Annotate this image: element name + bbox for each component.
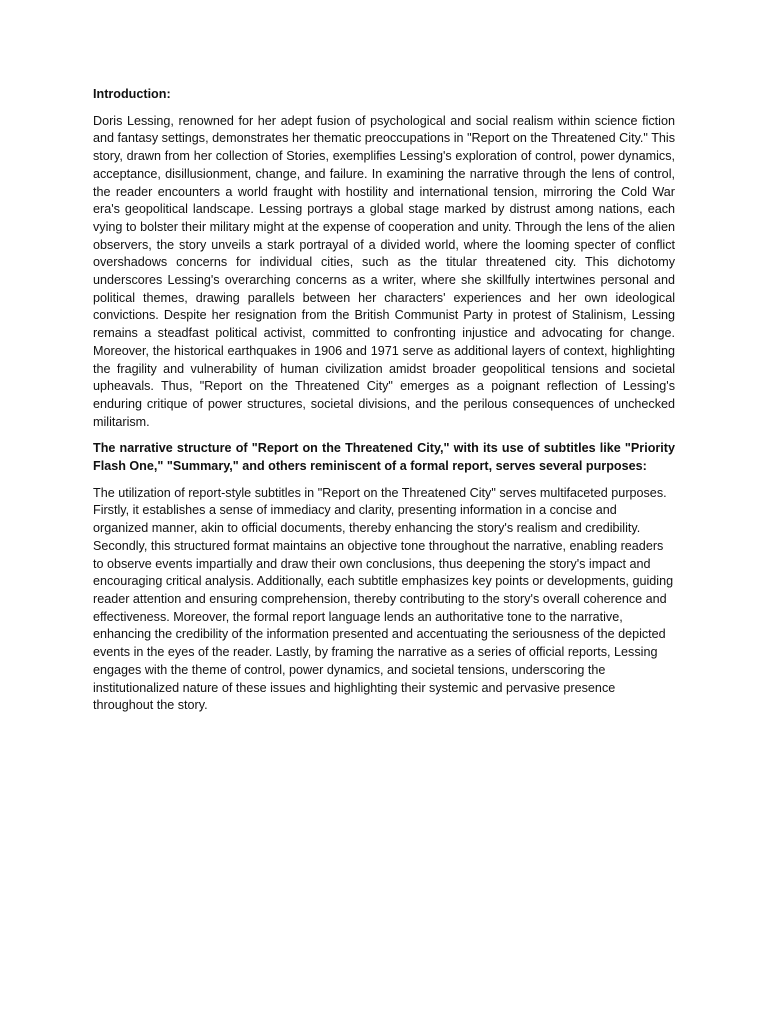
intro-paragraph: Doris Lessing, renowned for her adept fusion of psychological and social realism within science fiction and fantasy settings, demonstrates her thematic preoccupations in "Report on the Threatened City." This story, drawn from her collection of Stories, exemplifies Lessing's exploration of control, power dynamics, acceptance, disillusionment, change, and failure. In examining the narrative through the lens of control, the reader encounters a world fraught with hostility and international tension, mirroring the Cold War era's geopolitical landscape. Lessing portrays a global stage marked by distrust among nations, each vying to bolster their military might at the expense of cooperation and unity. Through the lens of the alien observers, the story unveils a stark portrayal of a divided world, where the looming specter of conflict overshadows concerns for individual cities, such as the titular threatened city. This dichotomy underscores Lessing's overarching concerns as a writer, where she skillfully intertwines personal and political themes, drawing parallels between her characters' experiences and her own ideological convictions. Despite her resignation from the British Communist Party in protest of Stalinism, Lessing remains a steadfast political activist, committed to confronting injustice and advocating for change. Moreover, the historical earthquakes in 1906 and 1971 serve as additional layers of context, highlighting the fragility and vulnerability of human civilization amidst broader geopolitical tensions and societal upheavals. Thus, "Report on the Threatened City" emerges as a poignant reflection of Lessing's enduring critique of power structures, societal divisions, and the perilous consequences of unchecked militarism. <box>93 113 675 429</box>
document-page <box>93 86 675 724</box>
structure-paragraph: The utilization of report-style subtitles in "Report on the Threatened City" serves multifaceted purposes. Firstly, it establishes a sense of immediacy and clarity, presenting information in a concise and organized manner, akin to official documents, thereby enhancing the story's realism and credibility. Secondly, this structured format maintains an objective tone throughout the narrative, enabling readers to observe events impartially and draw their own conclusions, thus deepening the story's impact and encouraging critical analysis. Additionally, each subtitle emphasizes key points or developments, guiding reader attention and ensuring comprehension, thereby contributing to the story's overall coherence and effectiveness. Moreover, the formal report language lends an authoritative tone to the narrative, enhancing the credibility of the information presented and accentuating the seriousness of the depicted events in the eyes of the reader. Lastly, by framing the narrative as a series of official reports, Lessing engages with the theme of control, power dynamics, and societal tensions, underscoring the institutionalized nature of these issues and highlighting their systemic and pervasive presence throughout the story. <box>93 485 674 713</box>
structure-heading: The narrative structure of "Report on the Threatened City," with its use of subtitles like "Priority Flash One," "Summary," and others reminiscent of a formal report, serves several purposes: <box>93 441 675 474</box>
intro-heading: Introduction: <box>93 87 171 101</box>
